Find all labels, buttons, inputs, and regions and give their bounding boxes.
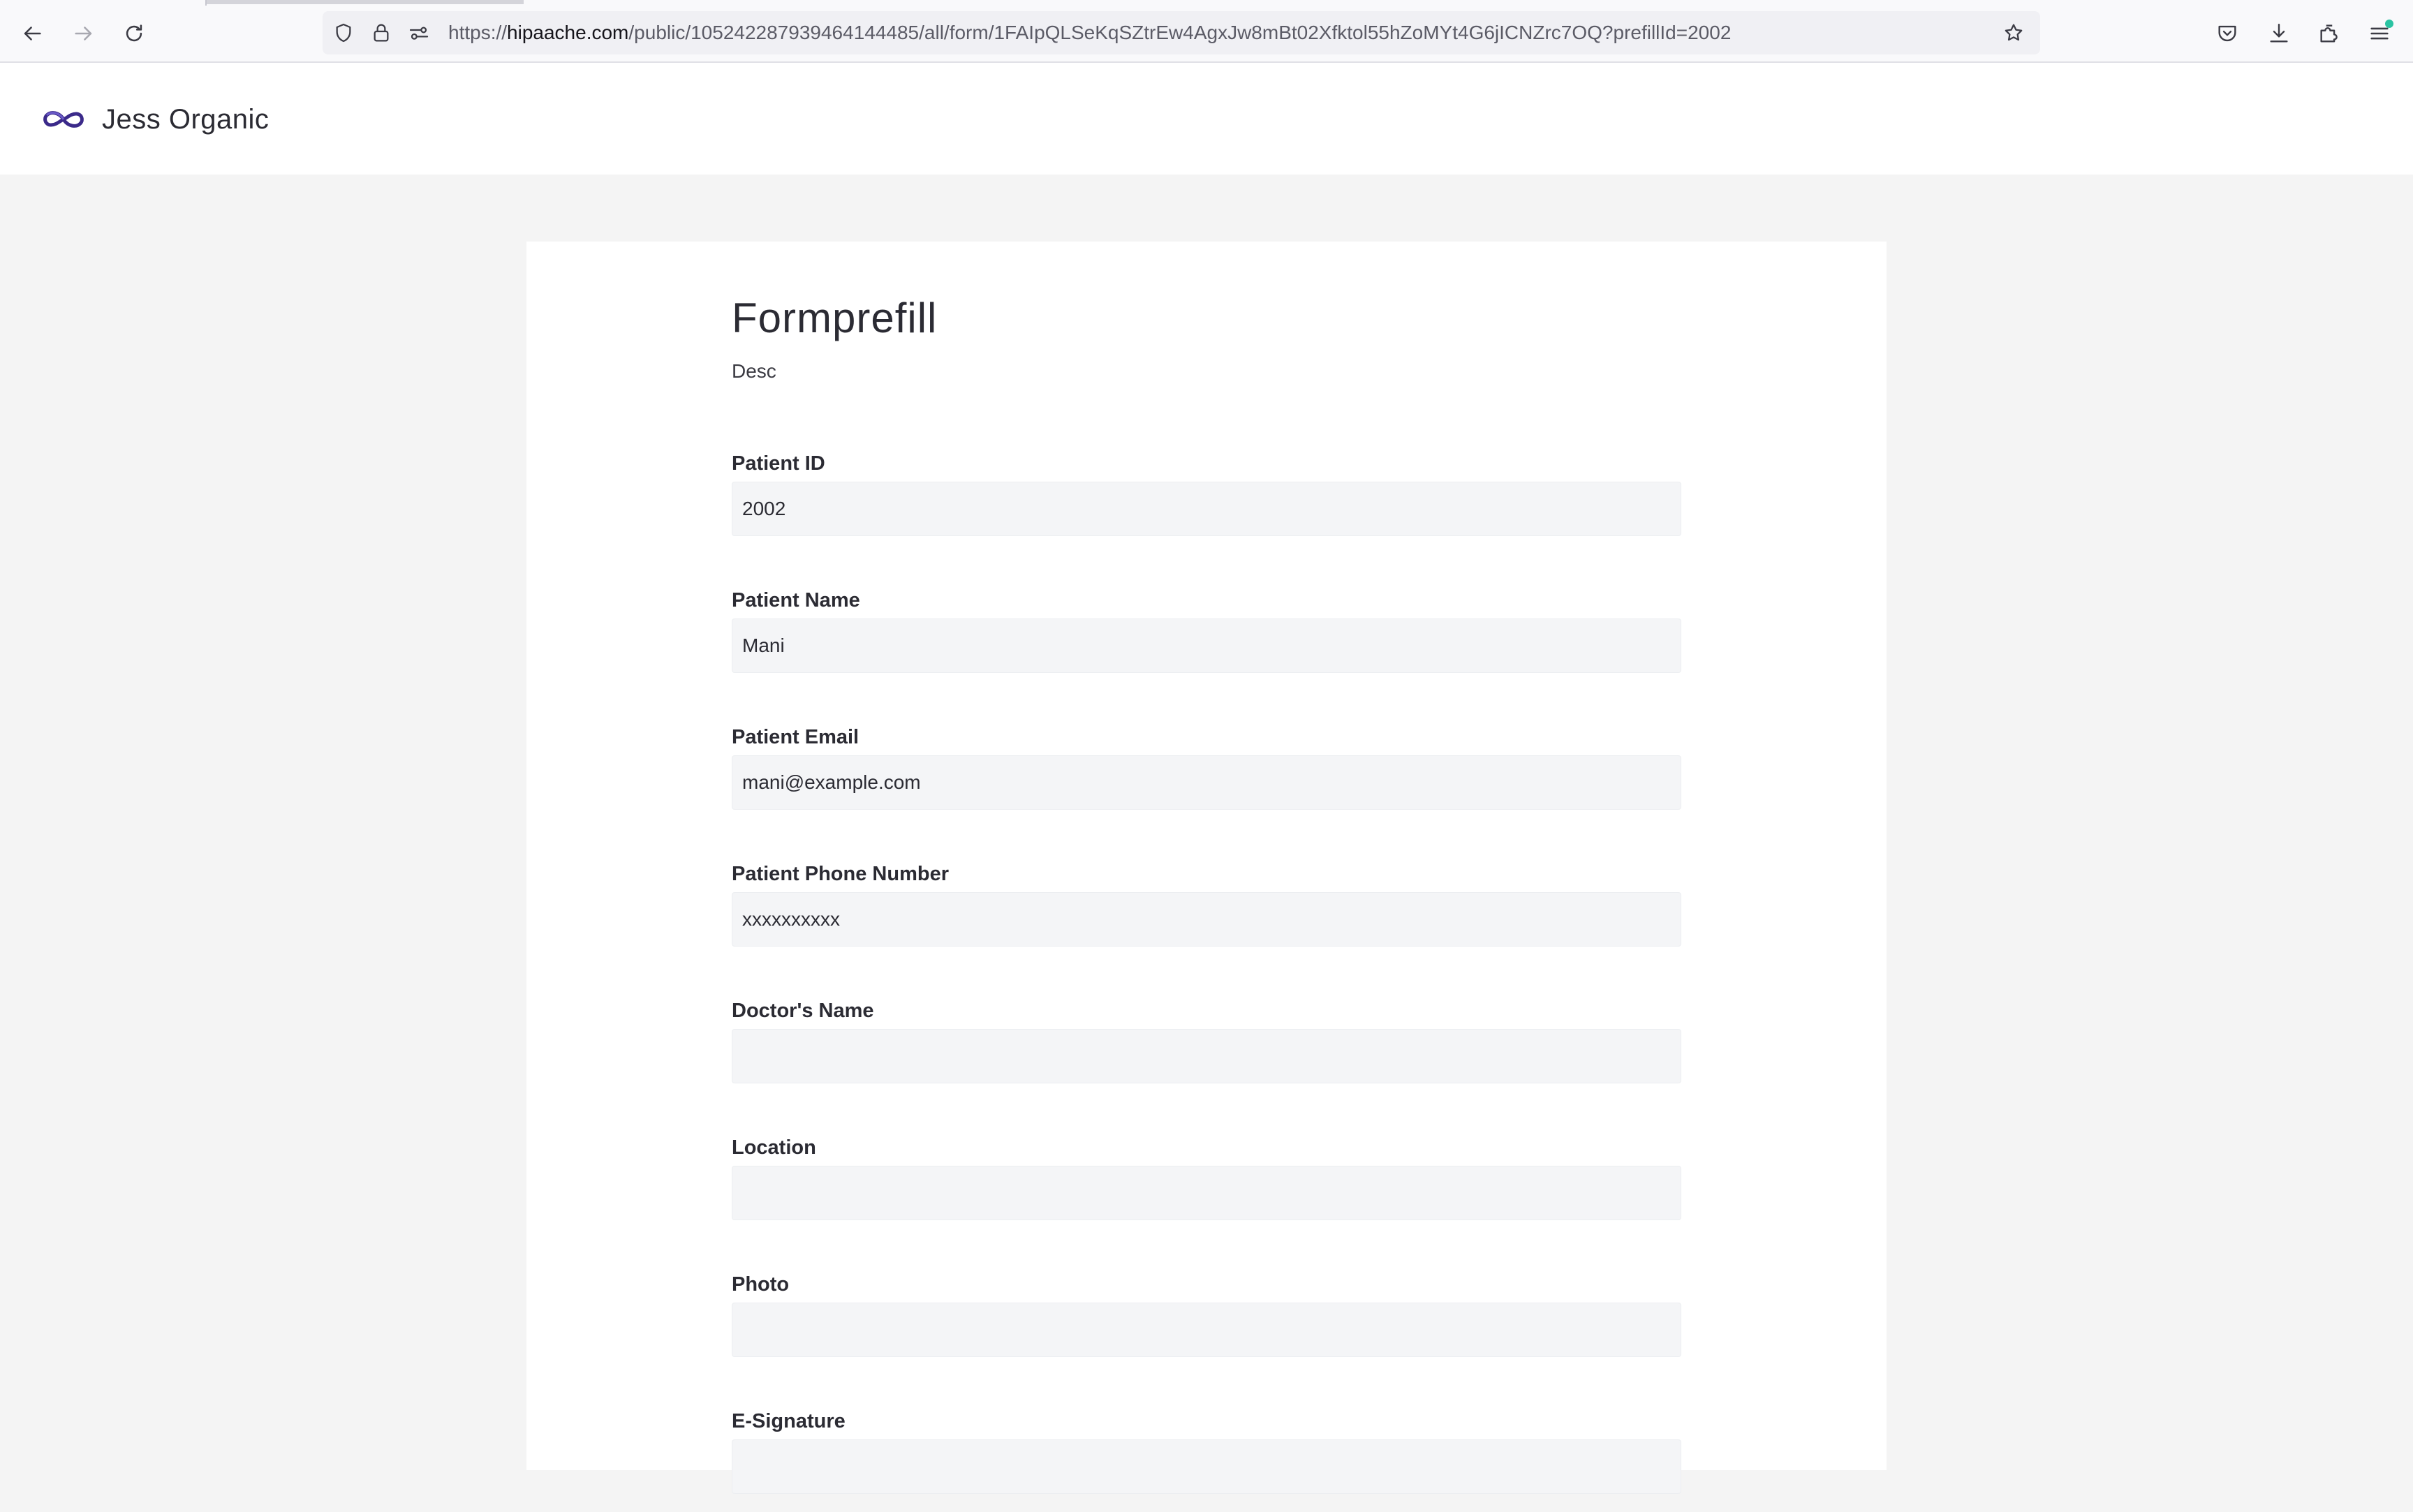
field-patient-phone [732,860,1681,965]
field-photo [732,1270,1681,1375]
field-label: Patient Phone Number [732,863,949,885]
field-patient-id [732,450,1681,554]
active-tab[interactable] [207,0,524,4]
patient-name-input[interactable] [732,618,1681,673]
downloads-button[interactable] [2259,14,2298,53]
permissions-icon[interactable] [406,20,431,45]
extensions-button[interactable] [2310,14,2349,53]
browser-toolbar [0,0,2413,63]
form-card [526,242,1887,1470]
infinity-logo-icon[interactable] [40,96,87,142]
extensions-puzzle-icon [2317,22,2341,45]
lock-icon[interactable] [369,20,394,45]
site-header [0,63,2413,175]
update-notification-dot [2385,20,2393,28]
bookmark-star-icon[interactable] [2001,20,2026,45]
forward-arrow-icon [72,22,96,45]
field-label: Patient Email [732,726,859,748]
field-patient-email [732,723,1681,828]
url-host: hipaache.com [507,22,629,43]
field-label: Location [732,1136,816,1159]
brand-name[interactable]: Jess Organic [102,104,270,135]
url-bar[interactable] [323,11,2040,54]
field-e-signature [732,1407,1681,1512]
doctors-name-input[interactable] [732,1029,1681,1083]
field-label: Doctor's Name [732,1000,874,1022]
download-icon [2267,22,2291,45]
field-location [732,1134,1681,1238]
reload-button[interactable] [115,14,154,53]
photo-input[interactable] [732,1303,1681,1357]
form-description: Desc [732,360,776,382]
field-label: Photo [732,1273,790,1296]
pocket-button[interactable] [2208,14,2247,53]
app-menu-button[interactable] [2360,14,2399,53]
url-path: /public/105242287939464144485/all/form/1FAIpQLSeKqSZtrEw4AgxJw8mBt02Xfktol55hZoMYt4G6jICNZrc7OQ?prefillId=2002 [628,22,1732,43]
back-arrow-icon [20,22,44,45]
forward-button[interactable] [64,14,103,53]
field-label: Patient ID [732,452,825,475]
field-patient-name [732,586,1681,691]
field-doctors-name [732,997,1681,1102]
e-signature-input[interactable] [732,1439,1681,1494]
field-label: E-Signature [732,1410,846,1432]
location-input[interactable] [732,1166,1681,1220]
field-label: Patient Name [732,589,860,612]
url-text[interactable] [448,11,1731,54]
reload-icon [122,22,146,45]
tracking-protection-shield-icon[interactable] [331,20,356,45]
patient-id-input[interactable] [732,482,1681,536]
patient-phone-input[interactable] [732,892,1681,947]
form-title: Formprefill [732,295,938,341]
back-button[interactable] [13,14,52,53]
url-prefix: https:// [448,22,508,43]
pocket-icon [2215,22,2239,45]
patient-email-input[interactable] [732,755,1681,810]
